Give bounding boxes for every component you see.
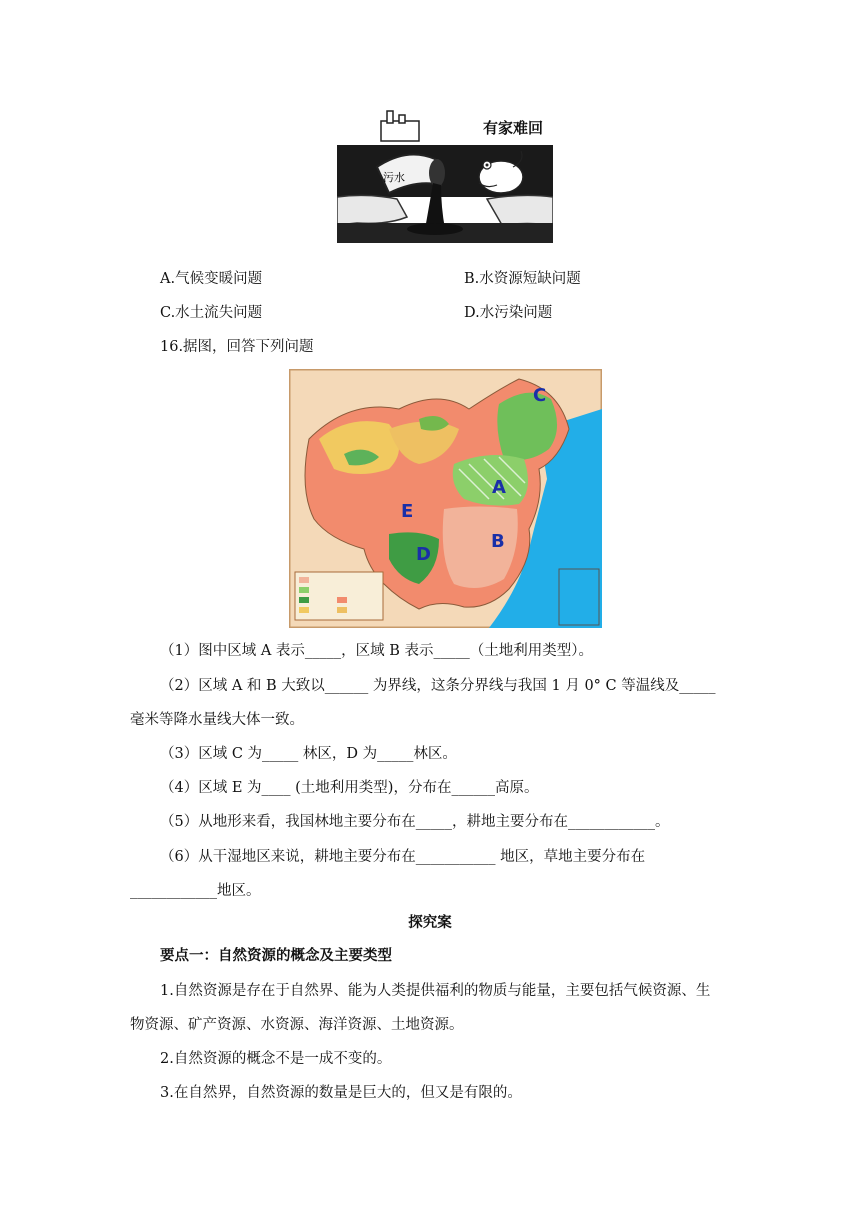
map-label-e: E	[401, 501, 414, 522]
point1-item1-line2: 物资源、矿产资源、水资源、海洋资源、土地资源。	[130, 1017, 464, 1033]
map-label-b: B	[491, 531, 505, 552]
point1-item2: 2.自然资源的概念不是一成不变的。	[160, 1051, 392, 1067]
map-label-c: C	[533, 385, 547, 406]
china-land-use-map	[289, 369, 602, 628]
option-c: C.水土流失问题	[160, 305, 263, 321]
point1-item3: 3.在自然界，自然资源的数量是巨大的，但又是有限的。	[160, 1085, 522, 1101]
inquiry-heading: 探究案	[408, 915, 452, 931]
option-b: B.水资源短缺问题	[464, 271, 581, 287]
pollution-cartoon	[337, 107, 553, 243]
point1-item1-line1: 1.自然资源是存在于自然界、能为人类提供福利的物质与能量，主要包括气候资源、生	[160, 983, 711, 999]
q16-sub1: （1）图中区域 A 表示_____，区域 B 表示_____（土地利用类型）。	[160, 643, 594, 659]
q16-sub6-line2: ____________地区。	[130, 883, 261, 899]
q16-sub4: （4）区域 E 为____ (土地利用类型)，分布在______高原。	[160, 780, 539, 796]
q16-sub3: （3）区域 C 为_____ 林区，D 为_____林区。	[160, 746, 457, 762]
map-label-a: A	[492, 477, 506, 498]
q16-sub6-line1: （6）从干湿地区来说，耕地主要分布在___________ 地区，草地主要分布在	[160, 849, 646, 865]
map-label-d: D	[416, 544, 431, 565]
q16-sub2-line1: （2）区域 A 和 B 大致以______ 为界线，这条分界线与我国 1 月 0° C 等温线及_____	[160, 678, 716, 694]
china-land-use-map-drawing	[289, 369, 602, 628]
q16-sub2-line2: 毫米等降水量线大体一致。	[130, 712, 304, 728]
pollution-cartoon-drawing	[337, 107, 553, 243]
cartoon-sewage-label: 污水	[383, 172, 405, 184]
q16-sub5: （5）从地形来看，我国林地主要分布在_____，耕地主要分布在____________。	[160, 814, 670, 830]
option-a: A.气候变暖问题	[160, 271, 263, 287]
option-d: D.水污染问题	[464, 305, 553, 321]
cartoon-title: 有家难回	[483, 119, 544, 137]
question-16-stem: 16.据图，回答下列问题	[160, 339, 314, 355]
point1-title: 要点一：自然资源的概念及主要类型	[160, 948, 392, 964]
